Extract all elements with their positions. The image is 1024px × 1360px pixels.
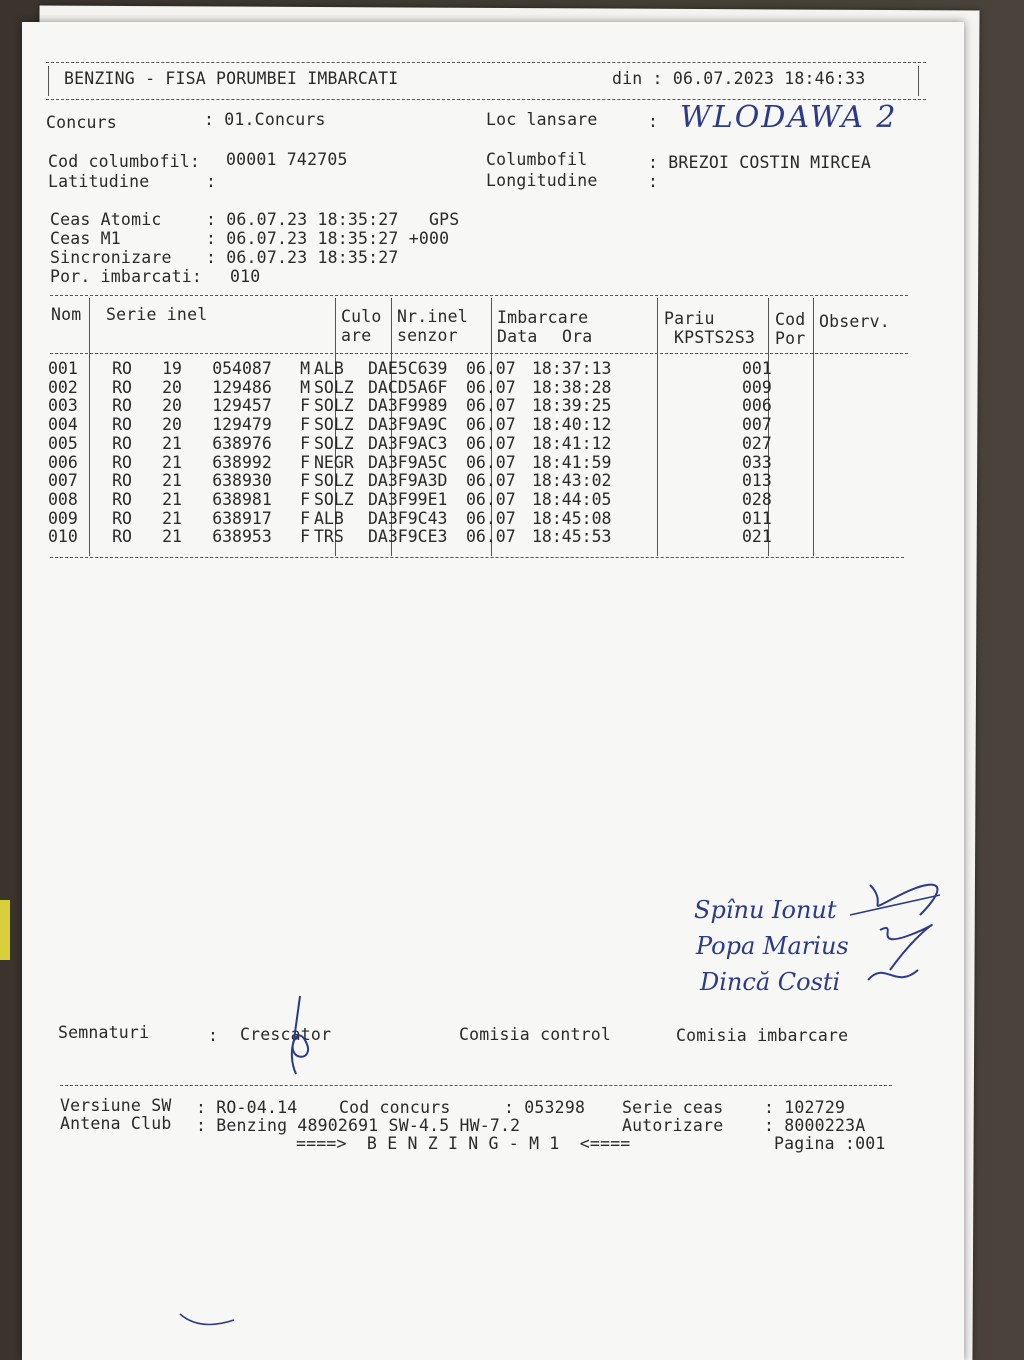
- table-row: [48, 528, 876, 547]
- header-cod-1: Cod: [775, 310, 806, 329]
- handwritten-name-2: Popa Marius: [696, 932, 849, 960]
- cell-ora: 18:39:25: [532, 396, 612, 416]
- cell-pariu: [632, 397, 742, 416]
- cell-an: 21: [162, 433, 182, 453]
- columbofil-value: : BREZOI COSTIN MIRCEA: [648, 153, 871, 172]
- cell-observ: [786, 491, 876, 510]
- loc-lansare-label: Loc lansare: [486, 110, 598, 129]
- comisia-imbarcare-label: Comisia imbarcare: [676, 1026, 849, 1045]
- footer-top-border: [60, 1085, 892, 1086]
- cell-inel: 638930: [212, 471, 272, 491]
- cell-tara: RO: [112, 489, 132, 509]
- header-data: Data: [497, 327, 538, 346]
- cell-nom: 009: [48, 508, 78, 528]
- cell-observ: [786, 435, 876, 454]
- cell-cod: 033: [742, 452, 772, 472]
- cell-an: 21: [162, 452, 182, 472]
- loc-lansare-handwritten: WLODAWA 2: [680, 100, 898, 135]
- cell-ora: 18:41:59: [532, 452, 612, 472]
- loc-lansare-colon: :: [648, 112, 659, 131]
- cell-sex: F: [300, 452, 310, 472]
- cell-sex: F: [300, 396, 310, 416]
- versiune-sw-label: Versiune SW: [60, 1096, 172, 1115]
- cell-nom: 008: [48, 489, 78, 509]
- header-top-border: [46, 62, 926, 63]
- cell-senzor: DA3F9C43: [368, 508, 448, 528]
- cell-senzor: DA3F9A3D: [368, 471, 448, 491]
- cell-nom: 006: [48, 452, 78, 472]
- cell-sex: F: [300, 433, 310, 453]
- ceas-m1-value: : 06.07.23 18:35:27 +000: [206, 229, 450, 248]
- cell-culoare: ALB: [314, 508, 344, 528]
- pigeon-table-body: [48, 360, 876, 547]
- cell-observ: [786, 360, 876, 379]
- cell-an: 20: [162, 377, 182, 397]
- commission-signature-scribbles: [840, 875, 960, 995]
- table-row: [48, 454, 876, 473]
- cell-cod: 021: [742, 527, 772, 547]
- cell-culoare: SOLZ: [314, 433, 354, 453]
- cell-senzor: DACD5A6F: [368, 377, 448, 397]
- cell-tara: RO: [112, 359, 132, 378]
- cell-inel: 638992: [212, 452, 272, 472]
- cell-senzor: DA3F9AC3: [368, 433, 448, 453]
- sincronizare-label: Sincronizare: [50, 248, 172, 267]
- cod-concurs-value: : 053298: [504, 1098, 586, 1117]
- cell-an: 21: [162, 471, 182, 491]
- header-culoare-2: are: [341, 326, 372, 345]
- table-row: [48, 491, 876, 510]
- header-left-border: [48, 66, 49, 96]
- header-imbarcare: Imbarcare: [497, 308, 589, 327]
- cell-an: 20: [162, 415, 182, 435]
- cell-cod: 028: [742, 489, 772, 509]
- columbofil-label: Columbofil: [486, 150, 588, 169]
- sincronizare-value: : 06.07.23 18:35:27: [206, 248, 399, 267]
- cell-senzor: DA3F9989: [368, 396, 448, 416]
- pagina-value: Pagina :001: [774, 1134, 886, 1153]
- cell-data: 06.07: [466, 471, 516, 491]
- cell-observ: [786, 510, 876, 529]
- cell-an: 20: [162, 396, 182, 416]
- cell-nom: 003: [48, 396, 78, 416]
- cell-tara: RO: [112, 471, 132, 491]
- serie-ceas-label: Serie ceas: [622, 1098, 724, 1117]
- cell-observ: [786, 528, 876, 547]
- cod-columbofil-value: 00001 742705: [226, 150, 348, 169]
- cell-sex: F: [300, 415, 310, 435]
- autorizare-label: Autorizare: [622, 1116, 724, 1135]
- concurs-value: : 01.Concurs: [204, 110, 326, 129]
- cell-cod: 013: [742, 471, 772, 491]
- cell-senzor: DA3F9A5C: [368, 452, 448, 472]
- cell-culoare: TRS: [314, 527, 344, 547]
- header-right-border: [918, 66, 919, 96]
- autorizare-value: : 8000223A: [764, 1116, 866, 1135]
- cell-inel: 638981: [212, 489, 272, 509]
- cell-pariu: [632, 360, 742, 379]
- date-label: din : 06.07.2023 18:46:33: [612, 69, 866, 88]
- cell-tara: RO: [112, 415, 132, 435]
- table-bottom-border: [50, 557, 904, 558]
- cell-pariu: [632, 416, 742, 435]
- cell-nom: 002: [48, 377, 78, 397]
- cell-pariu: [632, 528, 742, 547]
- cell-observ: [786, 379, 876, 398]
- serie-ceas-value: : 102729: [764, 1098, 846, 1117]
- cell-pariu: [632, 472, 742, 491]
- cell-ora: 18:41:12: [532, 433, 612, 453]
- cell-sex: F: [300, 471, 310, 491]
- cell-ora: 18:40:12: [532, 415, 612, 435]
- cell-culoare: NEGR: [314, 452, 354, 472]
- cell-observ: [786, 472, 876, 491]
- benzing-m1-banner: ====> B E N Z I N G - M 1 <====: [296, 1134, 631, 1153]
- cell-tara: RO: [112, 527, 132, 547]
- cell-culoare: SOLZ: [314, 377, 354, 397]
- cell-cod: 027: [742, 433, 772, 453]
- cell-tara: RO: [112, 377, 132, 397]
- cell-data: 06.07: [466, 415, 516, 435]
- cell-sex: F: [300, 527, 310, 547]
- cell-senzor: DA3F99E1: [368, 489, 448, 509]
- cell-senzor: DAE5C639: [368, 359, 448, 378]
- cell-data: 06.07: [466, 452, 516, 472]
- cell-pariu: [632, 379, 742, 398]
- cell-nom: 001: [48, 359, 78, 378]
- cell-an: 21: [162, 489, 182, 509]
- cell-cod: 011: [742, 508, 772, 528]
- cell-cod: 006: [742, 396, 772, 416]
- cell-ora: 18:37:13: [532, 359, 612, 378]
- versiune-sw-value: : RO-04.14: [196, 1098, 298, 1117]
- semnaturi-label: Semnaturi: [58, 1023, 150, 1042]
- date-value: 06.07.2023 18:46:33: [672, 69, 866, 88]
- cell-culoare: SOLZ: [314, 489, 354, 509]
- longitudine-label: Longitudine: [486, 171, 598, 190]
- latitudine-label: Latitudine: [48, 172, 150, 191]
- cell-pariu: [632, 454, 742, 473]
- cell-data: 06.07: [466, 489, 516, 509]
- cell-data: 06.07: [466, 359, 516, 378]
- cell-ora: 18:43:02: [532, 471, 612, 491]
- cell-an: 19: [162, 359, 182, 378]
- cell-observ: [786, 454, 876, 473]
- longitudine-colon: :: [648, 172, 659, 191]
- header-cod-2: Por: [775, 329, 806, 348]
- cell-tara: RO: [112, 433, 132, 453]
- cell-data: 06.07: [466, 527, 516, 547]
- ceas-m1-label: Ceas M1: [50, 229, 121, 248]
- cod-columbofil-label: Cod columbofil:: [48, 152, 201, 171]
- semnaturi-colon: :: [208, 1026, 219, 1045]
- table-row: [48, 360, 876, 379]
- table-top-border: [50, 295, 908, 296]
- cell-pariu: [632, 510, 742, 529]
- header-ora: Ora: [562, 327, 593, 346]
- header-pariu-2: KPSTS2S3: [674, 328, 756, 347]
- header-nrinel-1: Nr.inel: [397, 307, 468, 326]
- cell-ora: 18:45:08: [532, 508, 612, 528]
- crescator-label: Crescator: [240, 1025, 332, 1044]
- cell-inel: 638976: [212, 433, 272, 453]
- cell-ora: 18:45:53: [532, 527, 612, 547]
- crescator-signature: [276, 992, 326, 1082]
- cell-pariu: [632, 491, 742, 510]
- antena-club-value: : Benzing 48902691 SW-4.5 HW-7.2: [196, 1116, 521, 1135]
- cell-tara: RO: [112, 508, 132, 528]
- yellow-sticky-tab: [0, 900, 10, 960]
- cell-an: 21: [162, 508, 182, 528]
- header-pariu-1: Pariu: [664, 309, 715, 328]
- table-row: [48, 379, 876, 398]
- cell-data: 06.07: [466, 377, 516, 397]
- cell-observ: [786, 397, 876, 416]
- por-imbarcati-label: Por. imbarcati:: [50, 267, 203, 286]
- table-row: [48, 416, 876, 435]
- cell-cod: 001: [742, 359, 772, 378]
- comisia-control-label: Comisia control: [459, 1025, 612, 1044]
- cell-cod: 009: [742, 377, 772, 397]
- cell-inel: 129457: [212, 396, 272, 416]
- cell-pariu: [632, 435, 742, 454]
- por-imbarcati-value: 010: [230, 267, 261, 286]
- header-observ: Observ.: [819, 312, 890, 331]
- cell-nom: 010: [48, 527, 78, 547]
- header-serie-inel: Serie inel: [106, 305, 208, 324]
- cell-inel: 129479: [212, 415, 272, 435]
- cell-senzor: DA3F9A9C: [368, 415, 448, 435]
- pigeon-table: [48, 360, 876, 547]
- cod-concurs-label: Cod concurs: [339, 1098, 451, 1117]
- concurs-label: Concurs: [46, 113, 117, 132]
- cell-ora: 18:38:28: [532, 377, 612, 397]
- header-nrinel-2: senzor: [397, 326, 458, 345]
- cell-ora: 18:44:05: [532, 489, 612, 509]
- cell-nom: 005: [48, 433, 78, 453]
- cell-cod: 007: [742, 415, 772, 435]
- cell-data: 06.07: [466, 508, 516, 528]
- header-nom: Nom: [51, 305, 82, 324]
- cell-sex: M: [300, 377, 310, 397]
- cell-data: 06.07: [466, 396, 516, 416]
- cell-an: 21: [162, 527, 182, 547]
- cell-sex: F: [300, 489, 310, 509]
- cell-inel: 638953: [212, 527, 272, 547]
- pen-mark: [176, 1300, 256, 1330]
- cell-inel: 638917: [212, 508, 272, 528]
- ceas-atomic-value: : 06.07.23 18:35:27 GPS: [206, 210, 460, 229]
- antena-club-label: Antena Club: [60, 1114, 172, 1133]
- table-row: [48, 510, 876, 529]
- cell-culoare: SOLZ: [314, 396, 354, 416]
- cell-culoare: ALB: [314, 359, 344, 378]
- latitudine-colon: :: [206, 172, 217, 191]
- cell-sex: F: [300, 508, 310, 528]
- table-row: [48, 472, 876, 491]
- cell-observ: [786, 416, 876, 435]
- document-title: BENZING - FISA PORUMBEI IMBARCATI: [64, 69, 399, 88]
- cell-senzor: DA3F9CE3: [368, 527, 448, 547]
- cell-sex: M: [300, 359, 310, 378]
- cell-nom: 007: [48, 471, 78, 491]
- paper-sheet: [22, 22, 964, 1360]
- cell-culoare: SOLZ: [314, 471, 354, 491]
- cell-inel: 054087: [212, 359, 272, 378]
- header-culoare-1: Culo: [341, 307, 382, 326]
- handwritten-name-3: Dincă Costi: [700, 968, 841, 996]
- cell-inel: 129486: [212, 377, 272, 397]
- cell-tara: RO: [112, 452, 132, 472]
- handwritten-name-1: Spînu Ionut: [694, 896, 837, 924]
- ceas-atomic-label: Ceas Atomic: [50, 210, 162, 229]
- cell-nom: 004: [48, 415, 78, 435]
- table-row: [48, 397, 876, 416]
- table-row: [48, 435, 876, 454]
- cell-culoare: SOLZ: [314, 415, 354, 435]
- cell-tara: RO: [112, 396, 132, 416]
- cell-data: 06.07: [466, 433, 516, 453]
- table-header-bottom-border: [50, 353, 908, 354]
